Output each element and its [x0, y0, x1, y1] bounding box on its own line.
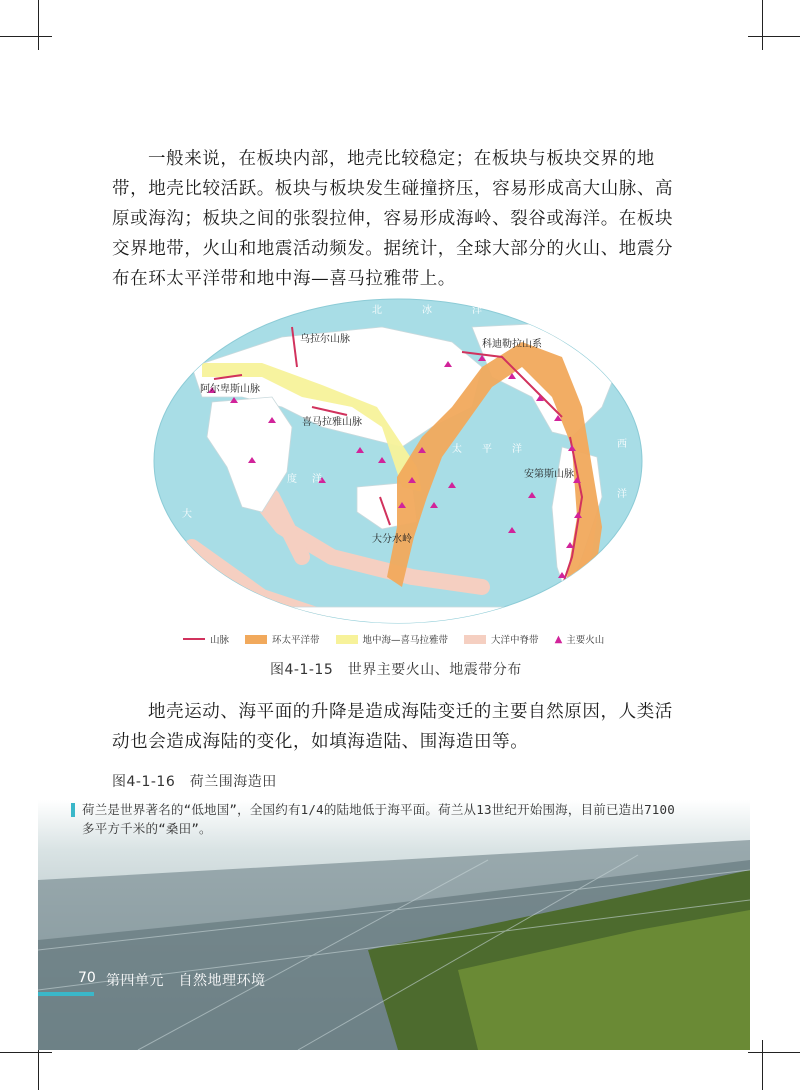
legend-label: 山脉 [210, 635, 230, 646]
paragraph-1-text: 一般来说，在板块内部，地壳比较稳定；在板块与板块交界的地带，地壳比较活跃。板块与板块发生碰撞挤压，容易形成高大山脉、高原或海沟；板块之间的张裂拉伸，容易形成海岭、裂谷或海洋。在板块交界地带，火山和地震活动频发。据统计，全球大部分的火山、地震分布在环太平洋带和地中海—喜马拉雅带上。 [112, 149, 674, 289]
note-accent-bar [71, 803, 75, 817]
paragraph-2-text: 地壳运动、海平面的升降是造成海陆变迁的主要自然原因，人类活动也会造成海陆的变化，如填海造陆、围海造田等。 [112, 702, 673, 752]
crop-mark [0, 1052, 52, 1053]
photo-note: 荷兰是世界著名的“低地国”，全国约有1/4的陆地低于海平面。荷兰从13世纪开始围海，目前已造出7100多平方千米的“桑田”。 [82, 802, 675, 836]
body-paragraph-2 [112, 697, 678, 757]
ocean-label: 度 [287, 474, 297, 485]
legend-label: 地中海—喜马拉雅带 [362, 635, 449, 646]
legend-med [336, 632, 449, 646]
crop-mark [748, 1052, 800, 1053]
crop-mark [748, 36, 800, 37]
legend-swatch-mountain [183, 638, 205, 640]
ocean-label: 平 [482, 444, 492, 455]
figure-2-caption: 图4-1-16 荷兰围海造田 [112, 774, 277, 790]
ocean-label: 冰 [422, 305, 432, 316]
legend-volcano [555, 632, 605, 646]
legend-label: 主要火山 [566, 635, 605, 646]
page-number: 70 [78, 970, 96, 986]
ocean-label: 印 [262, 474, 272, 485]
footer-accent-bar [38, 992, 94, 996]
legend-ridge [464, 632, 539, 646]
crop-mark [762, 1040, 763, 1090]
ural-label: 乌拉尔山脉 [300, 334, 350, 345]
map-legend [183, 630, 633, 648]
legend-swatch-ridge [464, 635, 486, 644]
andes-label: 安第斯山脉 [524, 469, 574, 480]
alps-label: 阿尔卑斯山脉 [200, 384, 260, 395]
great-dividing-label: 大分水岭 [372, 534, 412, 545]
legend-label: 环太平洋带 [272, 635, 320, 646]
world-volcano-earthquake-map [152, 297, 644, 625]
ocean-label: 北 [372, 305, 382, 316]
cordillera-label: 科迪勒拉山系 [482, 339, 542, 350]
unit-title: 第四单元 自然地理环境 [106, 973, 266, 989]
crop-mark [762, 0, 763, 50]
antarctica [212, 607, 602, 625]
map-graphic [152, 297, 644, 625]
ocean-label: 大 [182, 509, 192, 520]
ocean-label: 太 [452, 444, 462, 455]
himalaya-label: 喜马拉雅山脉 [302, 417, 362, 428]
ocean-label: 西 [617, 439, 627, 450]
crop-mark [0, 36, 52, 37]
body-paragraph-1 [112, 144, 678, 294]
volcano-icon: ▲ [554, 633, 563, 645]
legend-swatch-med [336, 635, 358, 644]
ocean-label: 洋 [617, 489, 627, 500]
figure-1-caption: 图4-1-15 世界主要火山、地震带分布 [270, 662, 522, 678]
ocean-label: 洋 [512, 444, 522, 455]
legend-label: 大洋中脊带 [491, 635, 539, 646]
legend-pacific [245, 632, 320, 646]
ocean-label: 洋 [472, 305, 482, 316]
legend-mountain [183, 632, 229, 646]
crop-mark [38, 0, 39, 50]
ocean-label: 洋 [312, 474, 322, 485]
legend-swatch-pacific [245, 635, 267, 644]
